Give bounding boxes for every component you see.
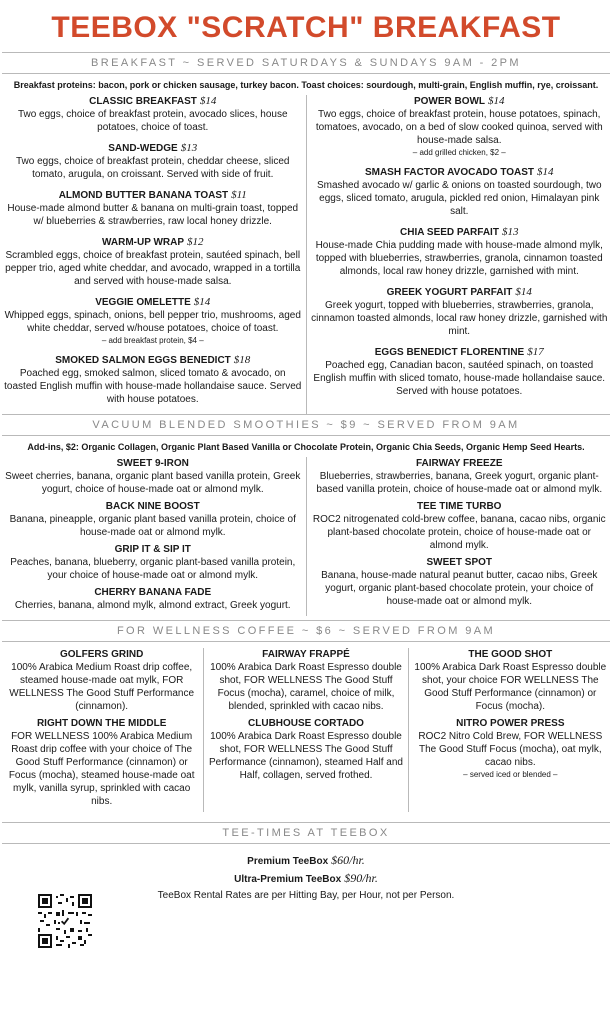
- item-price: $11: [231, 189, 247, 201]
- item-description: FOR WELLNESS 100% Arabica Medium Roast drip coffee with your choice of The Good Stuff Performance (cinnamon) or Focus (mocha), steamed house-made oat mylk, vanilla syrup, sprinkled with cacao nibs.: [4, 730, 199, 808]
- rental-note: TeeBox Rental Rates are per Hitting Bay, per Hour, not per Person.: [0, 888, 612, 904]
- smoothies-right-column: [307, 457, 612, 616]
- item-name: THE GOOD SHOT: [413, 648, 608, 661]
- menu-item: [4, 717, 199, 808]
- item-name: EGGS BENEDICT FLORENTINE: [375, 347, 524, 358]
- item-description: Two eggs, choice of breakfast protein, house potatoes, spinach, tomatoes, avocado, on a bed of slow cooked quinoa, served with house-made salsa.: [311, 108, 609, 147]
- item-name: SMOKED SALMON EGGS BENEDICT: [55, 355, 231, 366]
- premium-price: $60/hr.: [331, 853, 365, 867]
- smoothies-section: [0, 457, 612, 616]
- item-price: $14: [515, 286, 532, 298]
- item-description: Smashed avocado w/ garlic & onions on toasted sourdough, two eggs, sliced tomato, arugula, pickled red onion, Himalayan pink salt.: [311, 179, 609, 218]
- menu-title: TEEBOX "SCRATCH" BREAKFAST: [0, 10, 612, 46]
- smoothies-header: VACUUM BLENDED SMOOTHIES ~ $9 ~ SERVED FROM 9AM: [0, 415, 612, 435]
- menu-item: [4, 142, 302, 181]
- item-name: GREEK YOGURT PARFAIT: [387, 287, 513, 298]
- coffee-column-2: [203, 648, 408, 812]
- menu-item: [311, 500, 609, 552]
- item-name: NITRO POWER PRESS: [413, 717, 608, 730]
- item-name: CLUBHOUSE CORTADO: [208, 717, 403, 730]
- coffee-header: FOR WELLNESS COFFEE ~ $6 ~ SERVED FROM 9AM: [0, 621, 612, 641]
- menu-item: [4, 543, 302, 582]
- item-name: GRIP IT & SIP IT: [4, 543, 302, 556]
- teetimes-header: TEE-TIMES AT TEEBOX: [0, 823, 612, 843]
- menu-item: [413, 648, 608, 713]
- item-description: Poached egg, Canadian bacon, sautéed spinach, on toasted English muffin with sliced tomato, house-made hollandaise sauce. Served with house potatoes.: [311, 359, 609, 398]
- item-description: 100% Arabica Medium Roast drip coffee, steamed house-made oat mylk, FOR WELLNESS The Good Stuff Performance (cinnamon).: [4, 661, 199, 713]
- item-name: TEE TIME TURBO: [311, 500, 609, 513]
- menu-item: [311, 457, 609, 496]
- item-name: SAND-WEDGE: [108, 143, 177, 154]
- menu-item: [208, 648, 403, 713]
- item-name: RIGHT DOWN THE MIDDLE: [4, 717, 199, 730]
- item-name: WARM-UP WRAP: [102, 237, 184, 248]
- item-name: ALMOND BUTTER BANANA TOAST: [59, 190, 228, 201]
- menu-item: [311, 286, 609, 338]
- premium-name: Premium TeeBox: [247, 856, 328, 867]
- breakfast-header: BREAKFAST ~ SERVED SATURDAYS & SUNDAYS 9AM - 2PM: [0, 53, 612, 73]
- item-name: BACK NINE BOOST: [4, 500, 302, 513]
- item-name: VEGGIE OMELETTE: [95, 297, 191, 308]
- menu-item: [4, 586, 302, 612]
- item-description: ROC2 Nitro Cold Brew, FOR WELLNESS The Good Stuff Focus (mocha), oat mylk, cacao nibs.: [413, 730, 608, 769]
- item-addon-note: – add breakfast protein, $4 –: [4, 335, 302, 346]
- item-name: SWEET SPOT: [311, 556, 609, 569]
- item-name: SMASH FACTOR AVOCADO TOAST: [365, 167, 534, 178]
- item-description: Sweet cherries, banana, organic plant based vanilla protein, Greek yogurt, choice of house-made oat or almond mylk.: [4, 470, 302, 496]
- item-description: Two eggs, choice of breakfast protein, cheddar cheese, sliced tomato, arugula, on croissant. Served with side of fruit.: [4, 155, 302, 181]
- menu-item: [4, 95, 302, 134]
- menu-item: [4, 189, 302, 228]
- coffee-section: [0, 642, 612, 812]
- item-name: CLASSIC BREAKFAST: [89, 96, 197, 107]
- item-name: CHERRY BANANA FADE: [4, 586, 302, 599]
- item-addon-note: – add grilled chicken, $2 –: [311, 147, 609, 158]
- menu-item: [4, 457, 302, 496]
- menu-item: [311, 166, 609, 218]
- item-price: $14: [488, 95, 505, 107]
- item-description: Peaches, banana, blueberry, organic plant-based vanilla protein, your choice of house-made oat or almond mylk.: [4, 556, 302, 582]
- coffee-column-3: [409, 648, 612, 812]
- menu-item: [208, 717, 403, 782]
- breakfast-left-column: [0, 95, 307, 414]
- item-price: $13: [502, 226, 519, 238]
- menu-item: [4, 648, 199, 713]
- item-price: $14: [200, 95, 217, 107]
- item-name: FAIRWAY FRAPPÉ: [208, 648, 403, 661]
- menu-item: [311, 95, 609, 158]
- breakfast-note: Breakfast proteins: bacon, pork or chicken sausage, turkey bacon. Toast choices: sourdough, multi-grain, English muffin, rye, croissant.: [0, 74, 612, 95]
- ultra-price: $90/hr.: [344, 871, 378, 885]
- menu-item: [4, 296, 302, 346]
- menu-item: [4, 354, 302, 406]
- item-name: GOLFERS GRIND: [4, 648, 199, 661]
- item-name: CHIA SEED PARFAIT: [400, 227, 499, 238]
- item-price: $14: [194, 296, 211, 308]
- item-description: Banana, pineapple, organic plant based vanilla protein, choice of house-made oat or almond mylk.: [4, 513, 302, 539]
- smoothies-note: Add-ins, $2: Organic Collagen, Organic Plant Based Vanilla or Chocolate Protein, Organic Chia Seeds, Organic Hemp Seed Hearts.: [0, 436, 612, 457]
- item-price: $13: [181, 142, 198, 154]
- item-description: Scrambled eggs, choice of breakfast protein, sautéed spinach, bell pepper trio, aged white cheddar, and avocado, wrapped in a tortilla and served with house-made salsa.: [4, 249, 302, 288]
- item-price: $14: [537, 166, 554, 178]
- menu-item: [311, 226, 609, 278]
- item-description: 100% Arabica Dark Roast Espresso double shot, FOR WELLNESS The Good Stuff Focus (mocha), caramel, choice of milk, blended, sprinkled with cacao nibs.: [208, 661, 403, 713]
- item-price: $12: [187, 236, 204, 248]
- item-name: POWER BOWL: [414, 96, 485, 107]
- item-price: $17: [527, 346, 544, 358]
- item-description: Whipped eggs, spinach, onions, bell pepper trio, mushrooms, aged white cheddar, served w/house potatoes, choice of toast.: [4, 309, 302, 335]
- coffee-column-1: [0, 648, 203, 812]
- menu-item: [4, 500, 302, 539]
- item-description: Banana, house-made natural peanut butter, cacao nibs, Greek yogurt, organic plant-based chocolate protein, your choice of house-made oat or almond mylk.: [311, 569, 609, 608]
- menu-item: [413, 717, 608, 780]
- item-description: House-made almond butter & banana on multi-grain toast, topped w/ blueberries & strawberries, raw local honey drizzle.: [4, 202, 302, 228]
- qr-code-icon[interactable]: [38, 894, 92, 948]
- item-description: Poached egg, smoked salmon, sliced tomato & avocado, on toasted English muffin with house-made hollandaise sauce. Served with house potatoes.: [4, 367, 302, 406]
- breakfast-right-column: [307, 95, 612, 414]
- item-name: FAIRWAY FREEZE: [311, 457, 609, 470]
- smoothies-left-column: [0, 457, 307, 616]
- breakfast-section: [0, 95, 612, 414]
- item-description: 100% Arabica Dark Roast Espresso double shot, FOR WELLNESS The Good Stuff Performance (cinnamon), steamed Half and Half, collagen, served frothed.: [208, 730, 403, 782]
- ultra-name: Ultra-Premium TeeBox: [234, 874, 341, 885]
- menu-item: [4, 236, 302, 288]
- item-name: SWEET 9-IRON: [4, 457, 302, 470]
- item-description: House-made Chia pudding made with house-made almond mylk, topped with blueberries, strawberries, granola, cinnamon toasted almonds, local raw honey drizzle, garnished with mint.: [311, 239, 609, 278]
- item-price: $18: [234, 354, 251, 366]
- item-addon-note: – served iced or blended –: [413, 769, 608, 780]
- item-description: Greek yogurt, topped with blueberries, strawberries, granola, cinnamon toasted almonds, local raw honey drizzle, garnished with mint.: [311, 299, 609, 338]
- item-description: Cherries, banana, almond mylk, almond extract, Greek yogurt.: [4, 599, 302, 612]
- item-description: 100% Arabica Dark Roast Espresso double shot, your choice FOR WELLNESS The Good Stuff Performance (cinnamon) or Focus (mocha).: [413, 661, 608, 713]
- item-description: ROC2 nitrogenated cold-brew coffee, banana, cacao nibs, organic plant-based chocolate protein, choice of house-made oat or almond mylk.: [311, 513, 609, 552]
- item-description: Blueberries, strawberries, banana, Greek yogurt, organic plant-based vanilla protein, choice of house-made oat or almond mylk.: [311, 470, 609, 496]
- menu-item: [311, 556, 609, 608]
- item-description: Two eggs, choice of breakfast protein, avocado slices, house potatoes, choice of toast.: [4, 108, 302, 134]
- menu-item: [311, 346, 609, 398]
